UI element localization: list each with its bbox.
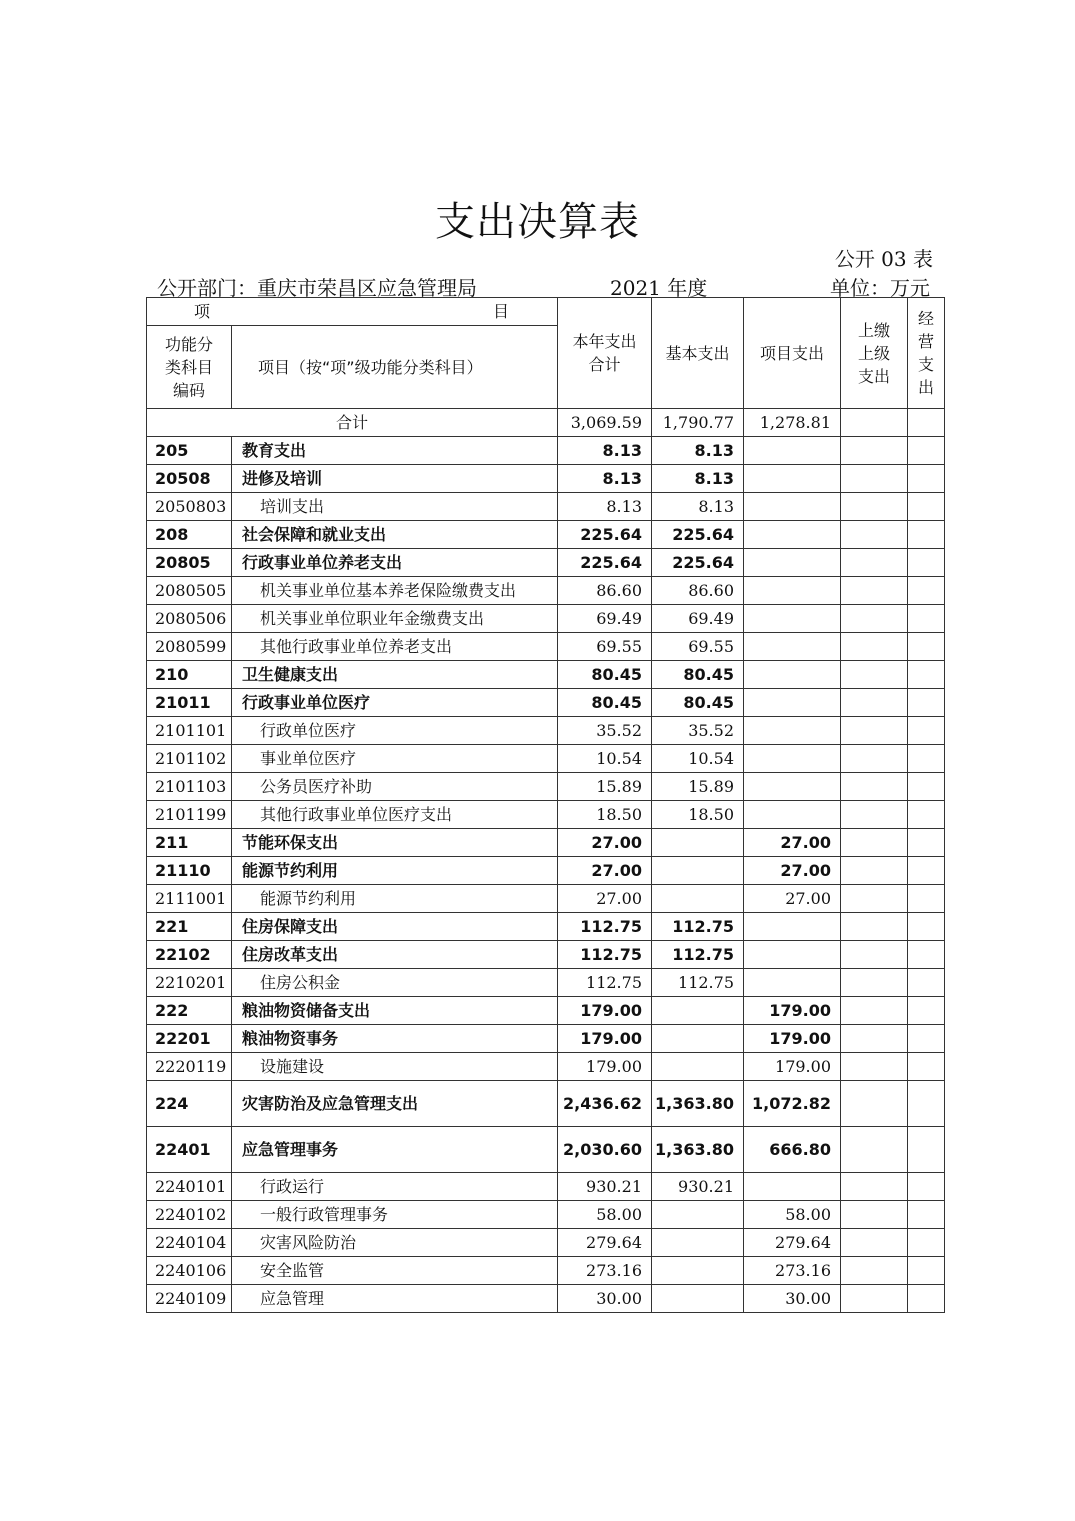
row-code: 2240101 [147, 1173, 232, 1201]
row-name: 行政事业单位养老支出 [232, 549, 558, 577]
row-business [908, 521, 945, 549]
header-upper: 上缴上级支出 [841, 298, 908, 409]
row-upper [841, 857, 908, 885]
row-total: 179.00 [558, 1025, 652, 1053]
row-business [908, 941, 945, 969]
row-name: 公务员医疗补助 [232, 773, 558, 801]
row-name: 一般行政管理事务 [232, 1201, 558, 1229]
row-business [908, 1229, 945, 1257]
row-project [744, 521, 841, 549]
row-project: 27.00 [744, 829, 841, 857]
row-code: 211 [147, 829, 232, 857]
table-row [147, 605, 945, 633]
table-row [147, 969, 945, 997]
row-code: 2240106 [147, 1257, 232, 1285]
table-row [147, 689, 945, 717]
table-row [147, 941, 945, 969]
row-basic: 112.75 [652, 913, 744, 941]
row-upper [841, 1053, 908, 1081]
header-xiang: 项 [194, 302, 211, 321]
row-business [908, 437, 945, 465]
row-name: 机关事业单位基本养老保险缴费支出 [232, 577, 558, 605]
row-business [908, 1257, 945, 1285]
row-total: 225.64 [558, 549, 652, 577]
table-row [147, 1053, 945, 1081]
row-business [908, 549, 945, 577]
row-project [744, 801, 841, 829]
row-name: 住房公积金 [232, 969, 558, 997]
row-name: 事业单位医疗 [232, 745, 558, 773]
row-project [744, 913, 841, 941]
row-code: 2240109 [147, 1285, 232, 1313]
row-name: 行政运行 [232, 1173, 558, 1201]
row-business [908, 969, 945, 997]
row-code: 224 [147, 1081, 232, 1127]
row-basic: 35.52 [652, 717, 744, 745]
row-total: 8.13 [558, 437, 652, 465]
row-code: 208 [147, 521, 232, 549]
row-upper [841, 689, 908, 717]
table-row [147, 465, 945, 493]
row-project [744, 773, 841, 801]
row-name: 粮油物资事务 [232, 1025, 558, 1053]
row-name: 安全监管 [232, 1257, 558, 1285]
row-project [744, 689, 841, 717]
row-code: 222 [147, 997, 232, 1025]
total-basic: 1,790.77 [652, 409, 744, 437]
total-business [908, 409, 945, 437]
row-total: 69.49 [558, 605, 652, 633]
row-upper [841, 549, 908, 577]
row-total: 18.50 [558, 801, 652, 829]
row-upper [841, 969, 908, 997]
row-project [744, 633, 841, 661]
row-project: 273.16 [744, 1257, 841, 1285]
row-business [908, 689, 945, 717]
row-code: 2101103 [147, 773, 232, 801]
table-row [147, 745, 945, 773]
row-name: 应急管理事务 [232, 1127, 558, 1173]
row-business [908, 1173, 945, 1201]
row-total: 179.00 [558, 997, 652, 1025]
row-basic: 112.75 [652, 941, 744, 969]
row-name: 节能环保支出 [232, 829, 558, 857]
row-total: 2,436.62 [558, 1081, 652, 1127]
row-basic [652, 829, 744, 857]
row-name: 教育支出 [232, 437, 558, 465]
row-basic: 112.75 [652, 969, 744, 997]
row-business [908, 465, 945, 493]
table-row [147, 857, 945, 885]
row-name: 应急管理 [232, 1285, 558, 1313]
row-basic: 18.50 [652, 801, 744, 829]
expenditure-table [146, 297, 945, 1313]
row-total: 112.75 [558, 941, 652, 969]
row-business [908, 913, 945, 941]
row-basic: 10.54 [652, 745, 744, 773]
table-row [147, 1201, 945, 1229]
row-basic [652, 1025, 744, 1053]
row-basic: 930.21 [652, 1173, 744, 1201]
row-basic [652, 885, 744, 913]
header-business: 经营支出 [908, 298, 945, 409]
row-total: 8.13 [558, 465, 652, 493]
row-total: 69.55 [558, 633, 652, 661]
table-row [147, 717, 945, 745]
row-upper [841, 661, 908, 689]
row-total: 2,030.60 [558, 1127, 652, 1173]
row-code: 2080506 [147, 605, 232, 633]
table-row [147, 549, 945, 577]
row-business [908, 1025, 945, 1053]
row-name: 住房保障支出 [232, 913, 558, 941]
row-total: 112.75 [558, 913, 652, 941]
row-name: 其他行政事业单位医疗支出 [232, 801, 558, 829]
table-body [147, 409, 945, 1313]
table-row [147, 885, 945, 913]
row-code: 205 [147, 437, 232, 465]
row-name: 其他行政事业单位养老支出 [232, 633, 558, 661]
total-row [147, 409, 945, 437]
row-total: 30.00 [558, 1285, 652, 1313]
row-upper [841, 997, 908, 1025]
row-basic: 15.89 [652, 773, 744, 801]
row-name: 能源节约利用 [232, 885, 558, 913]
row-upper [841, 437, 908, 465]
row-name: 培训支出 [232, 493, 558, 521]
table-row [147, 1173, 945, 1201]
row-business [908, 1053, 945, 1081]
row-total: 27.00 [558, 857, 652, 885]
header-mu: 目 [492, 302, 509, 321]
row-upper [841, 605, 908, 633]
meta-line [157, 272, 930, 298]
row-upper [841, 1173, 908, 1201]
table-row [147, 633, 945, 661]
table-row [147, 997, 945, 1025]
row-upper [841, 633, 908, 661]
row-upper [841, 1025, 908, 1053]
row-upper [841, 1285, 908, 1313]
row-business [908, 1127, 945, 1173]
header-total: 本年支出合计 [558, 298, 652, 409]
table-row [147, 1285, 945, 1313]
row-basic [652, 1229, 744, 1257]
row-upper [841, 913, 908, 941]
table-row [147, 1257, 945, 1285]
row-total: 58.00 [558, 1201, 652, 1229]
row-upper [841, 1201, 908, 1229]
row-code: 21110 [147, 857, 232, 885]
row-basic: 1,363.80 [652, 1127, 744, 1173]
row-name: 行政事业单位医疗 [232, 689, 558, 717]
table-row [147, 661, 945, 689]
row-business [908, 1201, 945, 1229]
row-total: 273.16 [558, 1257, 652, 1285]
row-upper [841, 941, 908, 969]
row-code: 21011 [147, 689, 232, 717]
row-basic: 8.13 [652, 465, 744, 493]
row-upper [841, 521, 908, 549]
row-name: 设施建设 [232, 1053, 558, 1081]
row-basic: 69.49 [652, 605, 744, 633]
row-basic [652, 857, 744, 885]
row-upper [841, 829, 908, 857]
row-code: 22102 [147, 941, 232, 969]
row-upper [841, 1081, 908, 1127]
table-row [147, 773, 945, 801]
table-header [147, 298, 945, 409]
row-business [908, 577, 945, 605]
header-item-group [147, 298, 558, 326]
row-business [908, 829, 945, 857]
row-upper [841, 577, 908, 605]
table-row [147, 913, 945, 941]
row-code: 20805 [147, 549, 232, 577]
row-code: 22201 [147, 1025, 232, 1053]
row-basic [652, 1053, 744, 1081]
row-project: 179.00 [744, 997, 841, 1025]
row-business [908, 717, 945, 745]
row-project [744, 1173, 841, 1201]
row-basic [652, 1257, 744, 1285]
row-business [908, 661, 945, 689]
table-row [147, 1229, 945, 1257]
row-business [908, 605, 945, 633]
row-basic: 69.55 [652, 633, 744, 661]
row-project [744, 745, 841, 773]
row-name: 机关事业单位职业年金缴费支出 [232, 605, 558, 633]
row-total: 930.21 [558, 1173, 652, 1201]
row-project [744, 969, 841, 997]
row-project [744, 465, 841, 493]
row-code: 2080505 [147, 577, 232, 605]
row-total: 179.00 [558, 1053, 652, 1081]
total-project: 1,278.81 [744, 409, 841, 437]
table-row [147, 521, 945, 549]
row-basic: 80.45 [652, 661, 744, 689]
row-upper [841, 1257, 908, 1285]
row-name: 灾害防治及应急管理支出 [232, 1081, 558, 1127]
row-business [908, 857, 945, 885]
row-project: 30.00 [744, 1285, 841, 1313]
row-project: 27.00 [744, 857, 841, 885]
row-code: 2101101 [147, 717, 232, 745]
row-basic [652, 997, 744, 1025]
row-total: 8.13 [558, 493, 652, 521]
header-code: 功能分类科目编码 [147, 326, 232, 409]
row-business [908, 1081, 945, 1127]
header-name: 项目（按“项”级功能分类科目） [232, 326, 558, 409]
row-code: 2210201 [147, 969, 232, 997]
row-basic: 1,363.80 [652, 1081, 744, 1127]
row-basic: 8.13 [652, 437, 744, 465]
row-code: 20508 [147, 465, 232, 493]
row-project: 27.00 [744, 885, 841, 913]
row-upper [841, 885, 908, 913]
table-number: 公开 03 表 [834, 247, 933, 271]
row-project [744, 605, 841, 633]
row-upper [841, 717, 908, 745]
row-basic: 225.64 [652, 549, 744, 577]
row-code: 210 [147, 661, 232, 689]
total-amount: 3,069.59 [558, 409, 652, 437]
row-business [908, 745, 945, 773]
row-code: 2111001 [147, 885, 232, 913]
row-total: 80.45 [558, 689, 652, 717]
table-row [147, 801, 945, 829]
row-business [908, 1285, 945, 1313]
header-basic: 基本支出 [652, 298, 744, 409]
row-project: 666.80 [744, 1127, 841, 1173]
row-project [744, 437, 841, 465]
row-basic [652, 1285, 744, 1313]
row-name: 社会保障和就业支出 [232, 521, 558, 549]
row-basic: 86.60 [652, 577, 744, 605]
row-total: 86.60 [558, 577, 652, 605]
row-project [744, 577, 841, 605]
table-row [147, 577, 945, 605]
table-row [147, 1025, 945, 1053]
row-upper [841, 465, 908, 493]
row-basic: 8.13 [652, 493, 744, 521]
row-upper [841, 801, 908, 829]
row-project [744, 493, 841, 521]
row-code: 2101199 [147, 801, 232, 829]
row-name: 行政单位医疗 [232, 717, 558, 745]
page-title: 支出决算表 [435, 199, 640, 245]
total-label: 合计 [147, 409, 558, 437]
unit-label: 单位：万元 [830, 276, 930, 300]
total-upper [841, 409, 908, 437]
table-row [147, 437, 945, 465]
row-name: 灾害风险防治 [232, 1229, 558, 1257]
row-name: 进修及培训 [232, 465, 558, 493]
row-code: 221 [147, 913, 232, 941]
row-upper [841, 773, 908, 801]
row-total: 112.75 [558, 969, 652, 997]
row-business [908, 885, 945, 913]
row-name: 粮油物资储备支出 [232, 997, 558, 1025]
table-row [147, 493, 945, 521]
row-total: 10.54 [558, 745, 652, 773]
row-project: 179.00 [744, 1053, 841, 1081]
row-business [908, 801, 945, 829]
row-upper [841, 745, 908, 773]
row-code: 22401 [147, 1127, 232, 1173]
row-project [744, 717, 841, 745]
row-upper [841, 1127, 908, 1173]
table-row [147, 1081, 945, 1127]
row-basic: 80.45 [652, 689, 744, 717]
row-business [908, 997, 945, 1025]
row-project: 279.64 [744, 1229, 841, 1257]
row-project: 58.00 [744, 1201, 841, 1229]
header-project: 项目支出 [744, 298, 841, 409]
row-code: 2101102 [147, 745, 232, 773]
year-label: 2021 年度 [610, 276, 708, 300]
table-row [147, 829, 945, 857]
row-business [908, 493, 945, 521]
row-business [908, 633, 945, 661]
row-total: 225.64 [558, 521, 652, 549]
row-total: 27.00 [558, 885, 652, 913]
row-upper [841, 493, 908, 521]
row-business [908, 773, 945, 801]
row-project [744, 661, 841, 689]
row-project [744, 941, 841, 969]
table-row [147, 1127, 945, 1173]
department-label: 公开部门：重庆市荣昌区应急管理局 [157, 276, 477, 300]
row-project [744, 549, 841, 577]
row-total: 279.64 [558, 1229, 652, 1257]
row-name: 能源节约利用 [232, 857, 558, 885]
row-total: 80.45 [558, 661, 652, 689]
row-project: 1,072.82 [744, 1081, 841, 1127]
row-name: 卫生健康支出 [232, 661, 558, 689]
row-upper [841, 1229, 908, 1257]
row-total: 15.89 [558, 773, 652, 801]
row-code: 2240104 [147, 1229, 232, 1257]
row-total: 35.52 [558, 717, 652, 745]
row-name: 住房改革支出 [232, 941, 558, 969]
row-code: 2240102 [147, 1201, 232, 1229]
row-total: 27.00 [558, 829, 652, 857]
row-code: 2050803 [147, 493, 232, 521]
row-basic [652, 1201, 744, 1229]
row-code: 2220119 [147, 1053, 232, 1081]
row-basic: 225.64 [652, 521, 744, 549]
row-project: 179.00 [744, 1025, 841, 1053]
row-code: 2080599 [147, 633, 232, 661]
